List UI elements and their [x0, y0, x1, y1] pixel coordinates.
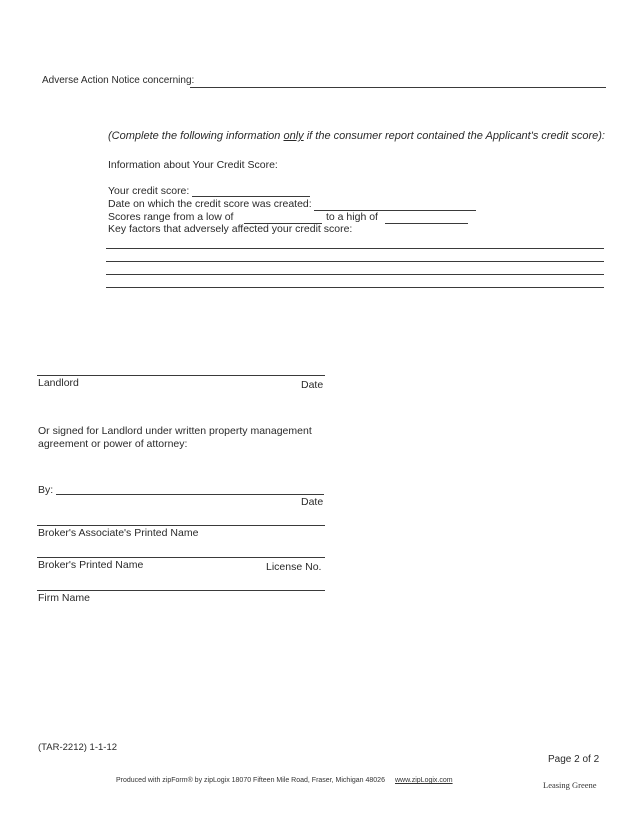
- agent-text-line-1: Or signed for Landlord under written property management: [38, 425, 312, 437]
- key-factors-line-3[interactable]: [106, 274, 604, 275]
- landlord-date-label: Date: [301, 379, 324, 391]
- firm-label: Firm Name: [38, 592, 90, 604]
- credit-heading: Information about Your Credit Score:: [108, 159, 278, 171]
- broker-name-field[interactable]: [37, 557, 325, 558]
- by-signature-field[interactable]: [56, 494, 324, 495]
- credit-instruction: (Complete the following information only if the consumer report contained the Applicant's credit score):: [108, 130, 605, 142]
- document-name: Leasing Greene: [543, 780, 597, 790]
- website-link[interactable]: www.zipLogix.com: [395, 777, 453, 784]
- broker-label: Broker's Printed Name: [38, 559, 144, 571]
- key-factors-line-4[interactable]: [106, 287, 604, 288]
- license-label: License No.: [266, 561, 322, 573]
- score-range-label: Scores range from a low of: [108, 211, 234, 223]
- key-factors-line-2[interactable]: [106, 261, 604, 262]
- adverse-action-field[interactable]: [190, 87, 606, 88]
- score-high-label: to a high of: [326, 211, 378, 223]
- by-label: By:: [38, 484, 54, 496]
- associate-label: Broker's Associate's Printed Name: [38, 527, 199, 539]
- agent-text-line-2: agreement or power of attorney:: [38, 438, 188, 450]
- credit-score-label: Your credit score:: [108, 185, 190, 197]
- landlord-signature-field[interactable]: [37, 375, 325, 376]
- landlord-label: Landlord: [38, 377, 79, 389]
- firm-name-field[interactable]: [37, 590, 325, 591]
- page-number: Page 2 of 2: [548, 754, 600, 765]
- credit-score-field[interactable]: [192, 196, 310, 197]
- adverse-action-label: Adverse Action Notice concerning:: [42, 75, 195, 86]
- key-factors-line-1[interactable]: [106, 248, 604, 249]
- by-date-label: Date: [301, 496, 324, 508]
- score-date-label: Date on which the credit score was created:: [108, 198, 312, 210]
- associate-name-field[interactable]: [37, 525, 325, 526]
- score-high-field[interactable]: [385, 223, 468, 224]
- key-factors-label: Key factors that adversely affected your credit score:: [108, 223, 353, 235]
- produced-by-text: Produced with zipForm® by zipLogix 18070 Fifteen Mile Road, Fraser, Michigan 48026: [116, 777, 385, 784]
- form-id: (TAR-2212) 1-1-12: [38, 742, 118, 753]
